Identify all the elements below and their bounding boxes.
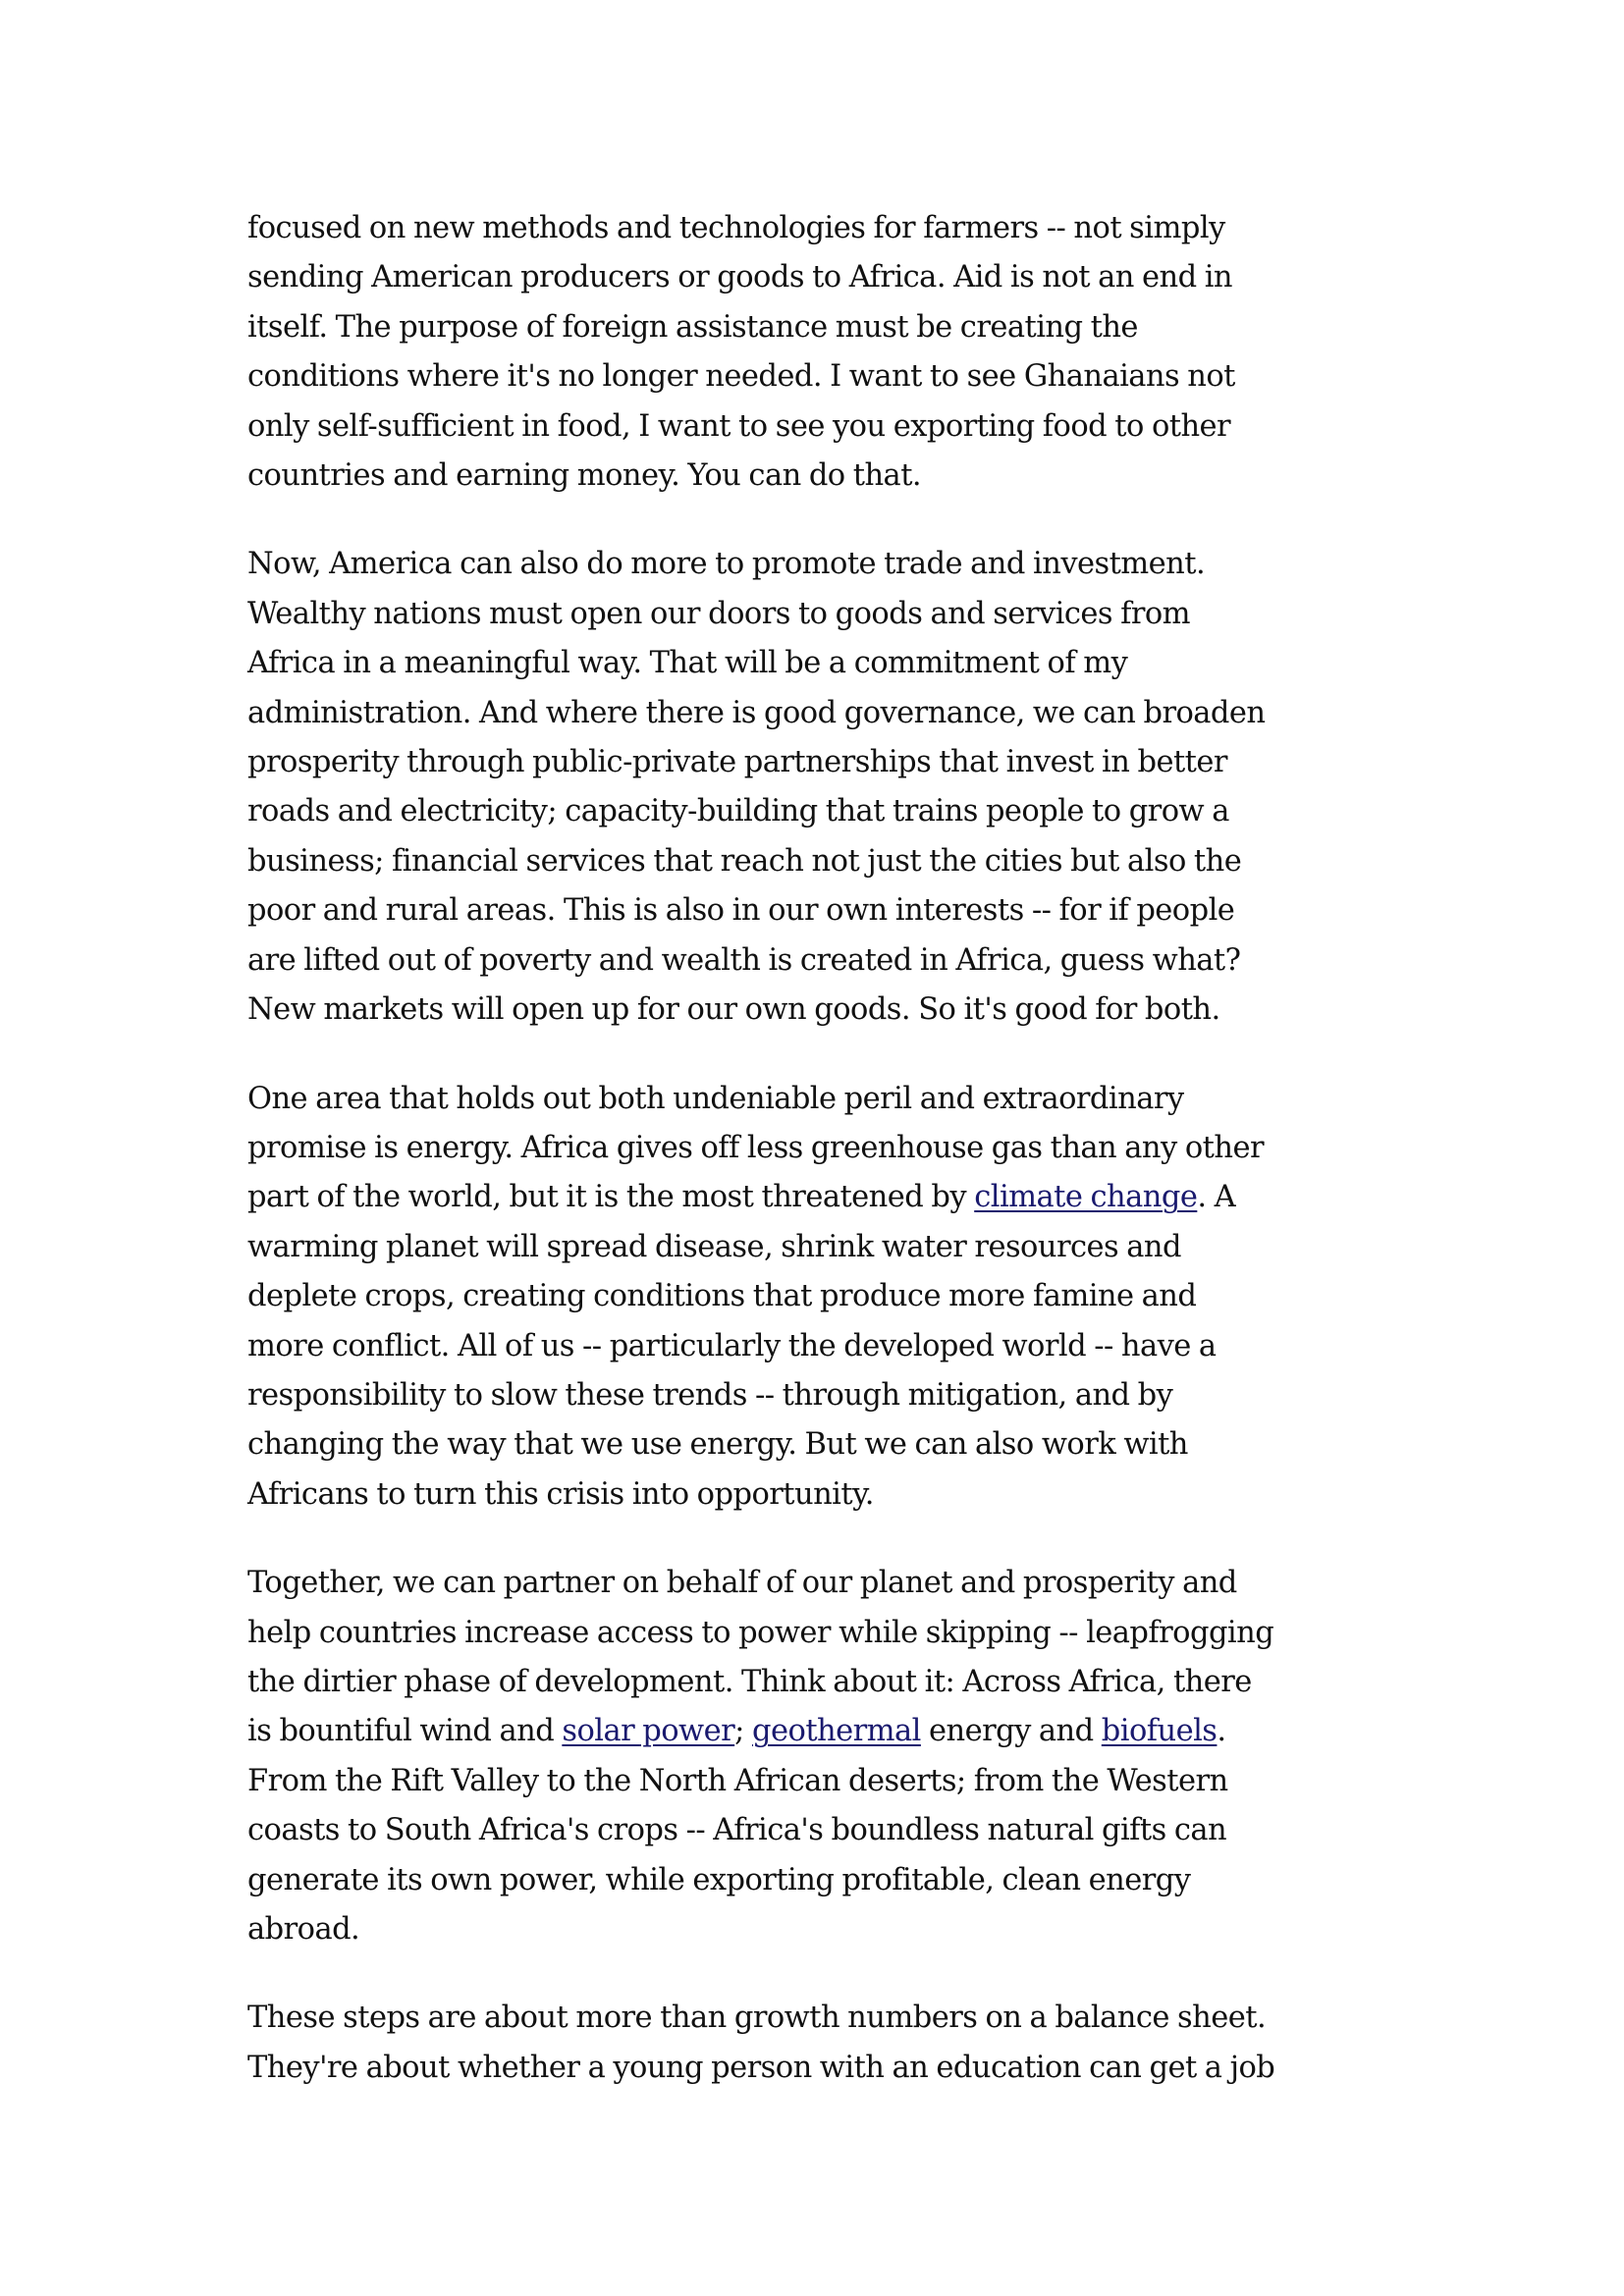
link-biofuels[interactable]: biofuels xyxy=(1101,1714,1218,1749)
text-segment: conditions where it's no longer needed. I want to see Ghanaians not xyxy=(247,359,1235,395)
text-segment: New markets will open up for our own goods. So it's good for both. xyxy=(247,992,1220,1028)
text-line xyxy=(247,1856,1465,1905)
text-segment: deplete crops, creating conditions that produce more famine and xyxy=(247,1279,1197,1314)
text-line xyxy=(247,253,1465,302)
text-line xyxy=(247,1420,1465,1469)
text-segment: focused on new methods and technologies for farmers -- not simply xyxy=(247,211,1225,245)
text-line xyxy=(247,986,1465,1035)
text-segment: administration. And where there is good governance, we can broaden xyxy=(247,695,1266,730)
text-segment: Wealthy nations must open our doors to goods and services from xyxy=(247,596,1191,631)
text-line xyxy=(247,1905,1465,1954)
link-solar-power[interactable]: solar power xyxy=(562,1714,735,1749)
text-segment: promise is energy. Africa gives off less greenhouse gas than any other xyxy=(247,1130,1264,1165)
text-segment: only self-sufficient in food, I want to see you exporting food to other xyxy=(247,408,1231,444)
link-climate-change[interactable]: climate change xyxy=(974,1180,1198,1215)
text-line xyxy=(247,540,1465,589)
paragraph xyxy=(247,1994,1465,2093)
text-line xyxy=(247,1994,1465,2043)
text-segment: prosperity through public-private partnerships that invest in better xyxy=(247,745,1227,780)
text-segment: help countries increase access to power while skipping -- leapfrogging xyxy=(247,1615,1274,1650)
text-line xyxy=(247,303,1465,352)
text-segment: abroad. xyxy=(247,1912,360,1947)
text-segment: . xyxy=(1217,1714,1226,1749)
text-line xyxy=(247,837,1465,886)
text-line xyxy=(247,1272,1465,1321)
text-line xyxy=(247,1559,1465,1608)
text-segment: They're about whether a young person with an education can get a job xyxy=(247,2050,1275,2085)
text-line xyxy=(247,204,1465,253)
text-line xyxy=(247,1609,1465,1658)
text-line xyxy=(247,1371,1465,1420)
text-segment: Africans to turn this crisis into opportunity. xyxy=(247,1476,874,1512)
text-line xyxy=(247,639,1465,688)
text-line xyxy=(247,1806,1465,1855)
text-segment: coasts to South Africa's crops -- Africa's boundless natural gifts can xyxy=(247,1813,1227,1848)
text-segment: is bountiful wind and xyxy=(247,1714,563,1749)
text-segment: itself. The purpose of foreign assistance must be creating the xyxy=(247,309,1138,345)
text-line xyxy=(247,1075,1465,1124)
text-line xyxy=(247,352,1465,401)
text-segment: generate its own power, while exporting profitable, clean energy xyxy=(247,1862,1191,1897)
text-segment: changing the way that we use energy. But we can also work with xyxy=(247,1427,1188,1463)
text-segment: . A xyxy=(1197,1180,1236,1215)
text-segment: business; financial services that reach not just the cities but also the xyxy=(247,843,1242,879)
text-segment: more conflict. All of us -- particularly the developed world -- have a xyxy=(247,1328,1217,1363)
paragraph xyxy=(247,540,1465,1035)
text-segment: poor and rural areas. This is also in our own interests -- for if people xyxy=(247,893,1235,929)
text-segment: warming planet will spread disease, shrink water resources and xyxy=(247,1229,1181,1264)
text-line xyxy=(247,1173,1465,1222)
text-segment: responsibility to slow these trends -- through mitigation, and by xyxy=(247,1377,1173,1413)
paragraph xyxy=(247,1559,1465,1954)
text-line xyxy=(247,452,1465,501)
text-segment: One area that holds out both undeniable peril and extraordinary xyxy=(247,1081,1184,1116)
text-segment: sending American producers or goods to Africa. Aid is not an end in xyxy=(247,260,1232,295)
text-line xyxy=(247,2044,1465,2093)
text-segment: Now, America can also do more to promote trade and investment. xyxy=(247,547,1206,582)
text-line xyxy=(247,787,1465,836)
document-page xyxy=(247,204,1465,2132)
link-geothermal[interactable]: geothermal xyxy=(752,1714,921,1749)
text-segment: roads and electricity; capacity-building that trains people to grow a xyxy=(247,794,1229,829)
text-segment: the dirtier phase of development. Think about it: Across Africa, there xyxy=(247,1664,1252,1699)
text-segment: are lifted out of poverty and wealth is created in Africa, guess what? xyxy=(247,942,1241,978)
paragraph xyxy=(247,204,1465,501)
text-segment: ; xyxy=(734,1714,753,1749)
text-line xyxy=(247,1223,1465,1272)
text-line xyxy=(247,402,1465,452)
text-line xyxy=(247,1658,1465,1707)
paragraph xyxy=(247,1075,1465,1521)
text-line xyxy=(247,689,1465,738)
text-segment: These steps are about more than growth numbers on a balance sheet. xyxy=(247,2001,1267,2036)
text-line xyxy=(247,738,1465,787)
text-segment: energy and xyxy=(920,1714,1102,1749)
text-line xyxy=(247,1757,1465,1806)
text-line xyxy=(247,590,1465,639)
text-line xyxy=(247,1124,1465,1173)
text-segment: From the Rift Valley to the North African deserts; from the Western xyxy=(247,1763,1228,1798)
text-segment: Africa in a meaningful way. That will be a commitment of my xyxy=(247,646,1128,681)
text-segment: part of the world, but it is the most threatened by xyxy=(247,1180,975,1215)
text-line xyxy=(247,936,1465,986)
text-line xyxy=(247,1707,1465,1756)
text-segment: countries and earning money. You can do that. xyxy=(247,458,922,494)
text-line xyxy=(247,1322,1465,1371)
text-line xyxy=(247,886,1465,935)
text-segment: Together, we can partner on behalf of our planet and prosperity and xyxy=(247,1566,1237,1601)
text-line xyxy=(247,1470,1465,1520)
